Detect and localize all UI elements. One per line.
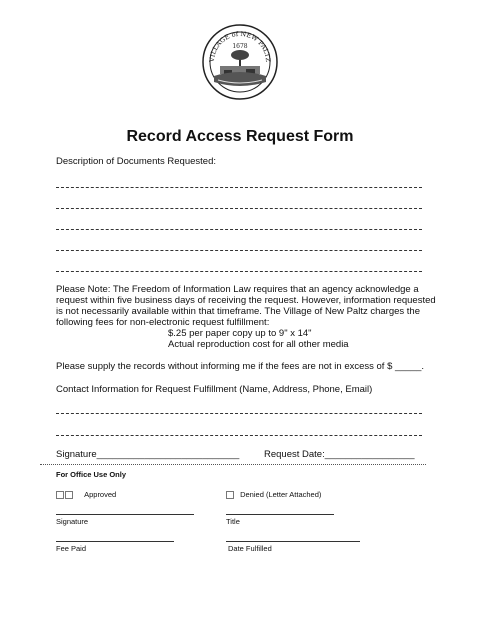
description-line-5[interactable]: [56, 271, 422, 272]
seal-year: 1678: [232, 43, 248, 50]
signature-field[interactable]: Signature___________________________: [56, 449, 240, 460]
fee-paid-line[interactable]: [56, 541, 174, 542]
foil-note-text: Please Note: The Freedom of Information Law requires that an agency acknowledge a request within five business days of receiving the request. However, information requested is not necessarily available within that timeframe. The Village of New Paltz charges the following fees for non-electronic request fulfillment:: [56, 284, 436, 328]
denied-checkbox[interactable]: [226, 491, 234, 499]
office-use-heading: For Office Use Only: [56, 470, 127, 479]
contact-line-2[interactable]: [56, 435, 422, 436]
contact-info-label: Contact Information for Request Fulfillment (Name, Address, Phone, Email): [56, 384, 373, 395]
fee-paper-copy: $.25 per paper copy up to 9" x 14": [168, 328, 312, 339]
office-signature-line[interactable]: [56, 514, 194, 515]
denied-label: Denied (Letter Attached): [240, 490, 322, 499]
date-fulfilled-label: Date Fulfilled: [228, 544, 272, 553]
contact-line-1[interactable]: [56, 413, 422, 414]
fee-other-media: Actual reproduction cost for all other media: [168, 339, 349, 350]
request-date-field[interactable]: Request Date:_________________: [264, 449, 415, 460]
description-line-4[interactable]: [56, 250, 422, 251]
date-fulfilled-line[interactable]: [226, 541, 360, 542]
seal-top-text: VILLAGE of NEW PALTZ: [207, 29, 273, 63]
office-title-label: Title: [226, 517, 240, 526]
village-seal-logo: [202, 24, 278, 100]
foil-note: [56, 284, 436, 350]
approved-option[interactable]: [56, 490, 116, 499]
description-label: Description of Documents Requested:: [56, 156, 216, 167]
approved-label: Approved: [84, 490, 117, 499]
office-signature-label: Signature: [56, 517, 89, 526]
approved-checkbox[interactable]: [56, 491, 64, 499]
fee-paid-label: Fee Paid: [56, 544, 87, 553]
office-use-divider: [40, 464, 426, 465]
denied-option[interactable]: [226, 490, 321, 499]
description-line-2[interactable]: [56, 208, 422, 209]
form-title: Record Access Request Form: [126, 128, 354, 145]
description-line-1[interactable]: [56, 187, 422, 188]
description-line-3[interactable]: [56, 229, 422, 230]
approved-checkbox-2[interactable]: [65, 491, 73, 499]
fee-waiver-statement: Please supply the records without informing me if the fees are not in excess of $ _____.: [56, 361, 425, 372]
office-title-line[interactable]: [226, 514, 334, 515]
